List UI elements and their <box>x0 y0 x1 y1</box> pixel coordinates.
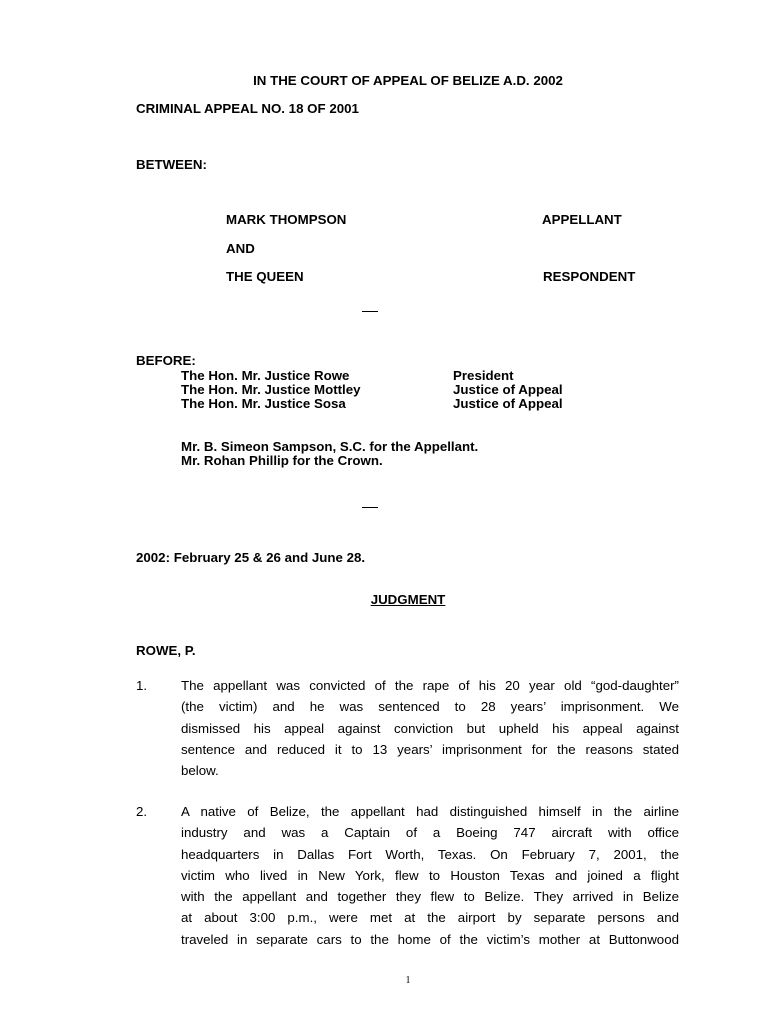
paragraph-line: headquarters in Dallas Fort Worth, Texas. On February 7, 2001, the <box>181 846 679 862</box>
paragraph-line: sentence and reduced it to 13 years’ imprisonment for the reasons stated <box>181 741 679 757</box>
paragraph-1 <box>181 675 679 781</box>
respondent-role: RESPONDENT <box>543 269 636 284</box>
paragraph-number: 1. <box>136 678 148 693</box>
judge-name: The Hon. Mr. Justice Mottley <box>181 382 361 397</box>
before-label: BEFORE: <box>136 353 196 368</box>
and-label: AND <box>226 241 255 256</box>
between-label: BETWEEN: <box>136 157 207 172</box>
judgment-author: ROWE, P. <box>136 643 196 658</box>
paragraph-2 <box>181 801 679 950</box>
paragraph-line: with the appellant and together they flew to Belize. They arrived in Belize <box>181 889 679 905</box>
judge-title: Justice of Appeal <box>453 382 563 397</box>
paragraph-line: (the victim) and he was sentenced to 28 years’ imprisonment. We <box>181 699 679 715</box>
judge-title: President <box>453 368 514 383</box>
paragraph-line: at about 3:00 p.m., were met at the airport by separate persons and <box>181 910 679 926</box>
appeal-number: CRIMINAL APPEAL NO. 18 OF 2001 <box>136 101 359 116</box>
paragraph-line: dismissed his appeal against conviction but upheld his appeal against <box>181 720 679 736</box>
judge-name: The Hon. Mr. Justice Sosa <box>181 396 346 411</box>
hearing-dates: 2002: February 25 & 26 and June 28. <box>136 550 366 565</box>
separator-rule-2 <box>362 507 378 508</box>
paragraph-line: A native of Belize, the appellant had distinguished himself in the airline <box>181 804 679 819</box>
counsel-appellant: Mr. B. Simeon Sampson, S.C. for the Appellant. <box>181 439 479 454</box>
paragraph-number: 2. <box>136 804 148 819</box>
judgment-heading: JUDGMENT <box>370 592 446 607</box>
paragraph-line: traveled in separate cars to the home of the victim’s mother at Buttonwood <box>181 931 679 947</box>
paragraph-line: industry and was a Captain of a Boeing 747 aircraft with office <box>181 825 679 841</box>
court-title: IN THE COURT OF APPEAL OF BELIZE A.D. 2002 <box>253 73 563 88</box>
appellant-name: MARK THOMPSON <box>226 212 347 227</box>
appellant-role: APPELLANT <box>542 212 622 227</box>
paragraph-line: below. <box>181 763 219 779</box>
page-number: 1 <box>405 975 411 986</box>
judge-title: Justice of Appeal <box>453 396 563 411</box>
paragraph-line: The appellant was convicted of the rape of his 20 year old “god-daughter” <box>181 678 679 693</box>
separator-rule-1 <box>362 311 378 312</box>
judge-name: The Hon. Mr. Justice Rowe <box>181 368 350 383</box>
counsel-crown: Mr. Rohan Phillip for the Crown. <box>181 453 383 468</box>
respondent-name: THE QUEEN <box>226 269 304 284</box>
paragraph-line: victim who lived in New York, flew to Houston Texas and joined a flight <box>181 867 679 883</box>
